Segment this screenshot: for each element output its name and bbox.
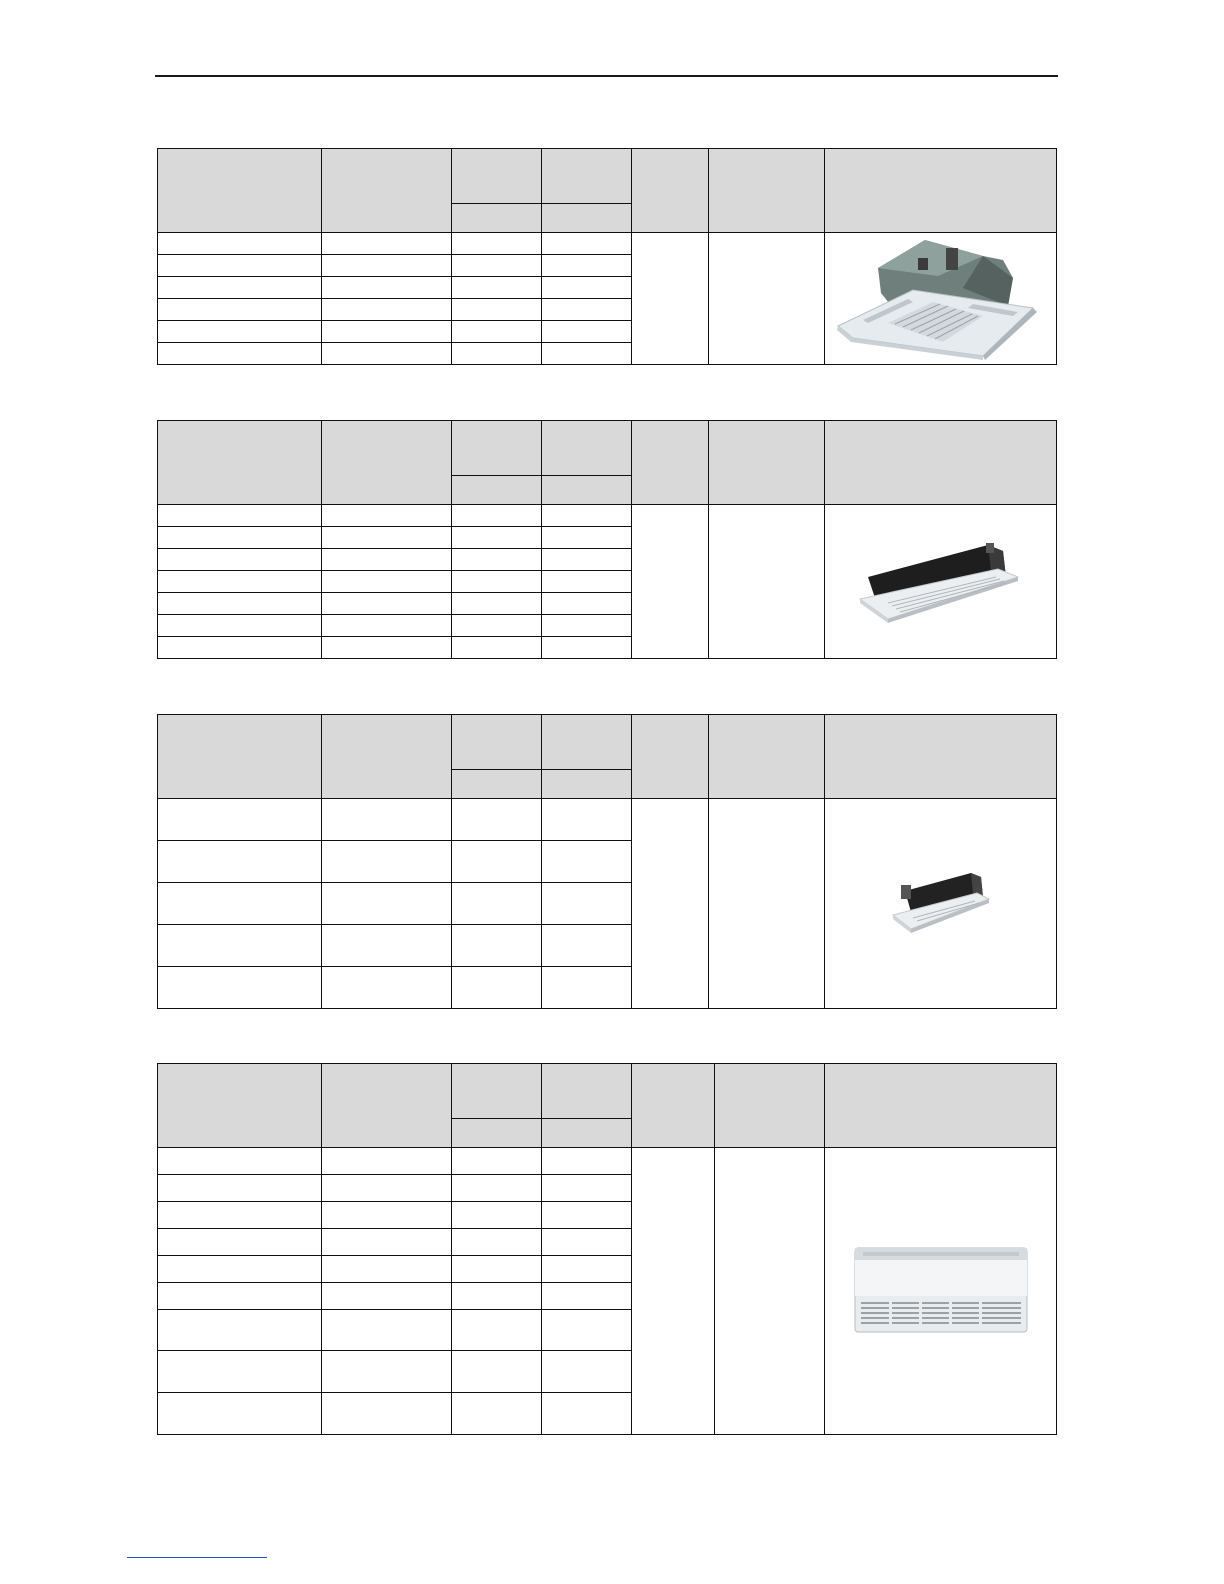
header-rule: [155, 75, 1058, 77]
header-cell: [452, 1064, 542, 1119]
table-cell: [452, 527, 542, 549]
table-cell: [542, 1393, 632, 1435]
header-cell: [825, 715, 1057, 799]
header-cell: [322, 421, 452, 505]
table-cell: [452, 967, 542, 1009]
table-cell: [158, 299, 322, 321]
table-cell: [158, 1351, 322, 1393]
table-cell: [452, 1351, 542, 1393]
table-cell: [322, 637, 452, 659]
table-cell: [322, 841, 452, 883]
table-cell: [322, 1283, 452, 1310]
table-cell: [542, 637, 632, 659]
table-cell: [632, 233, 709, 365]
header-cell: [709, 421, 825, 505]
table-cell: [158, 1229, 322, 1256]
table-cell: [322, 255, 452, 277]
table-cell: [452, 549, 542, 571]
header-cell: [825, 421, 1057, 505]
table-cell: [158, 925, 322, 967]
table-cell: [452, 505, 542, 527]
sub-header-cell: [452, 476, 542, 505]
product-image-cell: [825, 1148, 1057, 1435]
table-cell: [542, 1229, 632, 1256]
sub-header-cell: [452, 770, 542, 799]
table-cell: [322, 883, 452, 925]
table-cell: [452, 1175, 542, 1202]
header-cell: [452, 149, 542, 204]
table-cell: [542, 255, 632, 277]
table-cell: [542, 967, 632, 1009]
table-cell: [452, 1229, 542, 1256]
header-cell: [715, 1064, 825, 1148]
table-cell: [542, 925, 632, 967]
table-cell: [158, 343, 322, 365]
table-cell: [452, 925, 542, 967]
table-cell: [542, 799, 632, 841]
table-cell: [452, 637, 542, 659]
header-cell: [632, 1064, 715, 1148]
table-cell: [158, 841, 322, 883]
spec-table-compact-one-way-cassette: [157, 714, 1057, 1009]
table-cell: [452, 1256, 542, 1283]
header-cell: [632, 421, 709, 505]
table-cell: [452, 255, 542, 277]
table-cell: [709, 505, 825, 659]
header-cell: [322, 1064, 452, 1148]
table-cell: [542, 299, 632, 321]
table-cell: [452, 343, 542, 365]
table-cell: [158, 1202, 322, 1229]
compact-cassette-unit-icon: [891, 871, 991, 936]
table-cell: [322, 1351, 452, 1393]
table-cell: [322, 593, 452, 615]
header-cell: [825, 1064, 1057, 1148]
table-cell: [542, 883, 632, 925]
table-cell: [158, 233, 322, 255]
header-cell: [542, 421, 632, 476]
sub-header-cell: [542, 770, 632, 799]
header-cell: [825, 149, 1057, 233]
table-cell: [542, 233, 632, 255]
table-cell: [452, 233, 542, 255]
spec-table-ceiling-floor: [157, 1063, 1057, 1435]
table-cell: [452, 1310, 542, 1351]
table-cell: [158, 593, 322, 615]
table-cell: [452, 321, 542, 343]
table-cell: [158, 883, 322, 925]
table-cell: [322, 925, 452, 967]
four-way-cassette-unit-icon: [833, 238, 1048, 360]
table-cell: [158, 527, 322, 549]
table-cell: [542, 1310, 632, 1351]
spec-table-one-way-cassette: [157, 420, 1057, 659]
table-cell: [158, 799, 322, 841]
table-cell: [542, 505, 632, 527]
one-way-cassette-unit-icon: [858, 537, 1023, 627]
header-cell: [632, 149, 709, 233]
table-cell: [715, 1148, 825, 1435]
table-cell: [452, 571, 542, 593]
sub-header-cell: [542, 476, 632, 505]
table-cell: [542, 321, 632, 343]
header-cell: [709, 715, 825, 799]
spec-table-four-way-cassette: [157, 148, 1057, 365]
table-cell: [322, 967, 452, 1009]
table-cell: [452, 841, 542, 883]
header-cell: [632, 715, 709, 799]
header-cell: [158, 149, 322, 233]
table-cell: [322, 1229, 452, 1256]
table-cell: [542, 841, 632, 883]
header-cell: [322, 715, 452, 799]
table-cell: [322, 343, 452, 365]
table-cell: [542, 277, 632, 299]
table-cell: [542, 1148, 632, 1175]
table-cell: [158, 1283, 322, 1310]
table-cell: [452, 1202, 542, 1229]
table-cell: [452, 593, 542, 615]
footer-link-underline[interactable]: [127, 1557, 267, 1558]
table-cell: [158, 321, 322, 343]
sub-header-cell: [542, 1119, 632, 1148]
table-cell: [632, 505, 709, 659]
table-cell: [452, 1393, 542, 1435]
table-cell: [542, 527, 632, 549]
table-cell: [542, 1351, 632, 1393]
header-cell: [158, 1064, 322, 1148]
table-cell: [158, 255, 322, 277]
table-cell: [709, 799, 825, 1009]
table-cell: [542, 549, 632, 571]
table-cell: [542, 1175, 632, 1202]
header-cell: [542, 1064, 632, 1119]
table-cell: [542, 593, 632, 615]
header-cell: [452, 715, 542, 770]
table-cell: [158, 505, 322, 527]
table-cell: [709, 233, 825, 365]
table-cell: [322, 299, 452, 321]
header-cell: [158, 421, 322, 505]
table-cell: [452, 1148, 542, 1175]
table-cell: [452, 883, 542, 925]
table-cell: [452, 615, 542, 637]
table-cell: [158, 615, 322, 637]
table-cell: [322, 527, 452, 549]
table-cell: [158, 1393, 322, 1435]
table-cell: [322, 1148, 452, 1175]
table-cell: [158, 1310, 322, 1351]
table-cell: [322, 549, 452, 571]
header-cell: [322, 149, 452, 233]
table-cell: [322, 615, 452, 637]
table-cell: [542, 1256, 632, 1283]
table-cell: [158, 637, 322, 659]
sub-header-cell: [542, 204, 632, 233]
table-cell: [452, 299, 542, 321]
table-cell: [322, 321, 452, 343]
product-image-cell: [825, 233, 1057, 365]
table-cell: [542, 1283, 632, 1310]
table-cell: [452, 277, 542, 299]
table-cell: [322, 1175, 452, 1202]
table-cell: [322, 233, 452, 255]
table-cell: [158, 571, 322, 593]
table-cell: [158, 967, 322, 1009]
table-cell: [322, 1202, 452, 1229]
table-cell: [322, 799, 452, 841]
header-cell: [709, 149, 825, 233]
table-cell: [322, 1256, 452, 1283]
table-cell: [158, 549, 322, 571]
header-cell: [452, 421, 542, 476]
table-cell: [542, 1202, 632, 1229]
ceiling-floor-unit-icon: [851, 1246, 1031, 1336]
table-cell: [452, 1283, 542, 1310]
header-cell: [158, 715, 322, 799]
table-cell: [322, 277, 452, 299]
table-cell: [158, 1148, 322, 1175]
table-cell: [452, 799, 542, 841]
table-cell: [632, 1148, 715, 1435]
table-cell: [542, 343, 632, 365]
table-cell: [322, 1393, 452, 1435]
table-cell: [322, 571, 452, 593]
table-cell: [158, 277, 322, 299]
product-image-cell: [825, 505, 1057, 659]
table-cell: [158, 1256, 322, 1283]
table-cell: [158, 1175, 322, 1202]
table-cell: [542, 615, 632, 637]
table-cell: [322, 1310, 452, 1351]
header-cell: [542, 149, 632, 204]
product-image-cell: [825, 799, 1057, 1009]
table-cell: [632, 799, 709, 1009]
header-cell: [542, 715, 632, 770]
table-cell: [542, 571, 632, 593]
table-cell: [322, 505, 452, 527]
sub-header-cell: [452, 1119, 542, 1148]
sub-header-cell: [452, 204, 542, 233]
